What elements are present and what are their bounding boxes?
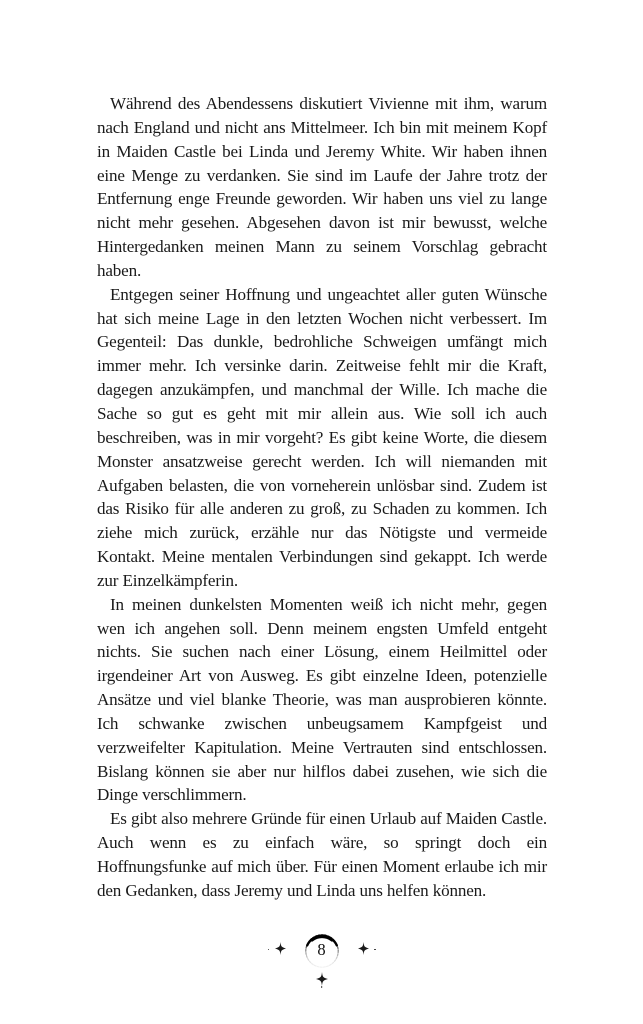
body-text-block: [97, 92, 547, 903]
paragraph: Während des Abendessens diskutiert Vivienne mit ihm, warum nach England und nicht ans Mittelmeer. Ich bin mit meinem Kopf in Maiden Castle bei Linda und Jeremy White. Wir haben ihnen eine Menge zu verdanken. Sie sind im Laufe der Jahre trotz der Entfernung enge Freunde geworden. Wir haben uns viel zu lange nicht mehr gesehen. Abgesehen davon ist mir bewusst, welche Hintergedanken meinen Mann zu seinem Vorschlag gebracht haben.: [97, 94, 547, 280]
paragraph: In meinen dunkelsten Momenten weiß ich nicht mehr, gegen wen ich angehen soll. Denn meinem engsten Umfeld entgeht nichts. Sie suchen nach einer Lösung, einem Heilmittel oder irgendeiner Art von Ausweg. Es gibt einzelne Ideen, potenzielle Ansätze und viel blanke Theorie, was man ausprobieren könnte. Ich schwanke zwischen unbeugsamem Kampfgeist und verzweifelter Kapitulation. Meine Vertrauten sind entschlossen. Bislang können sie aber nur hilflos dabei zusehen, wie sich die Dinge verschlimmern.: [97, 594, 547, 805]
page-footer-ornament: [0, 928, 643, 1006]
four-pointed-star-icon: [358, 942, 369, 955]
four-pointed-star-icon: [275, 942, 286, 955]
paragraph: Es gibt also mehrere Gründe für einen Urlaub auf Maiden Castle. Auch wenn es zu einfach wäre, so springt doch ein Hoffnungsfunke auf mich über. Für einen Moment erlaube ich mir den Gedanken, dass Jeremy und Linda uns helfen können.: [97, 809, 547, 900]
ornament-dot: [374, 949, 376, 951]
paragraph: Entgegen seiner Hoffnung und ungeachtet aller guten Wünsche hat sich meine Lage in den letzten Wochen nicht verbessert. Im Gegenteil: Das dunkle, bedrohliche Schweigen umfängt mich immer mehr. Ich versinke darin. Zeitweise fehlt mir die Kraft, dagegen anzukämpfen, und manchmal der Wille. Ich mache die Sache so gut es geht mit mir allein aus. Wie soll ich auch beschreiben, was in mir vorgeht? Es gibt keine Worte, die diesem Monster ansatzweise gerecht werden. Ich will niemanden mit Aufgaben belasten, die von vorneherein unlösbar sind. Zudem ist das Risiko für alle anderen zu groß, zu Schaden zu kommen. Ich ziehe mich zurück, erzähle nur das Nötigste und vermeide Kontakt. Meine mentalen Verbindungen sind gekappt. Ich werde zur Einzelkämpferin.: [97, 284, 547, 590]
ornament-dot: [321, 986, 323, 988]
page-number: 8: [317, 940, 326, 960]
four-pointed-star-icon: [316, 972, 328, 986]
ornament-dot: [268, 949, 270, 951]
folio-ornament-group: [252, 928, 392, 1006]
